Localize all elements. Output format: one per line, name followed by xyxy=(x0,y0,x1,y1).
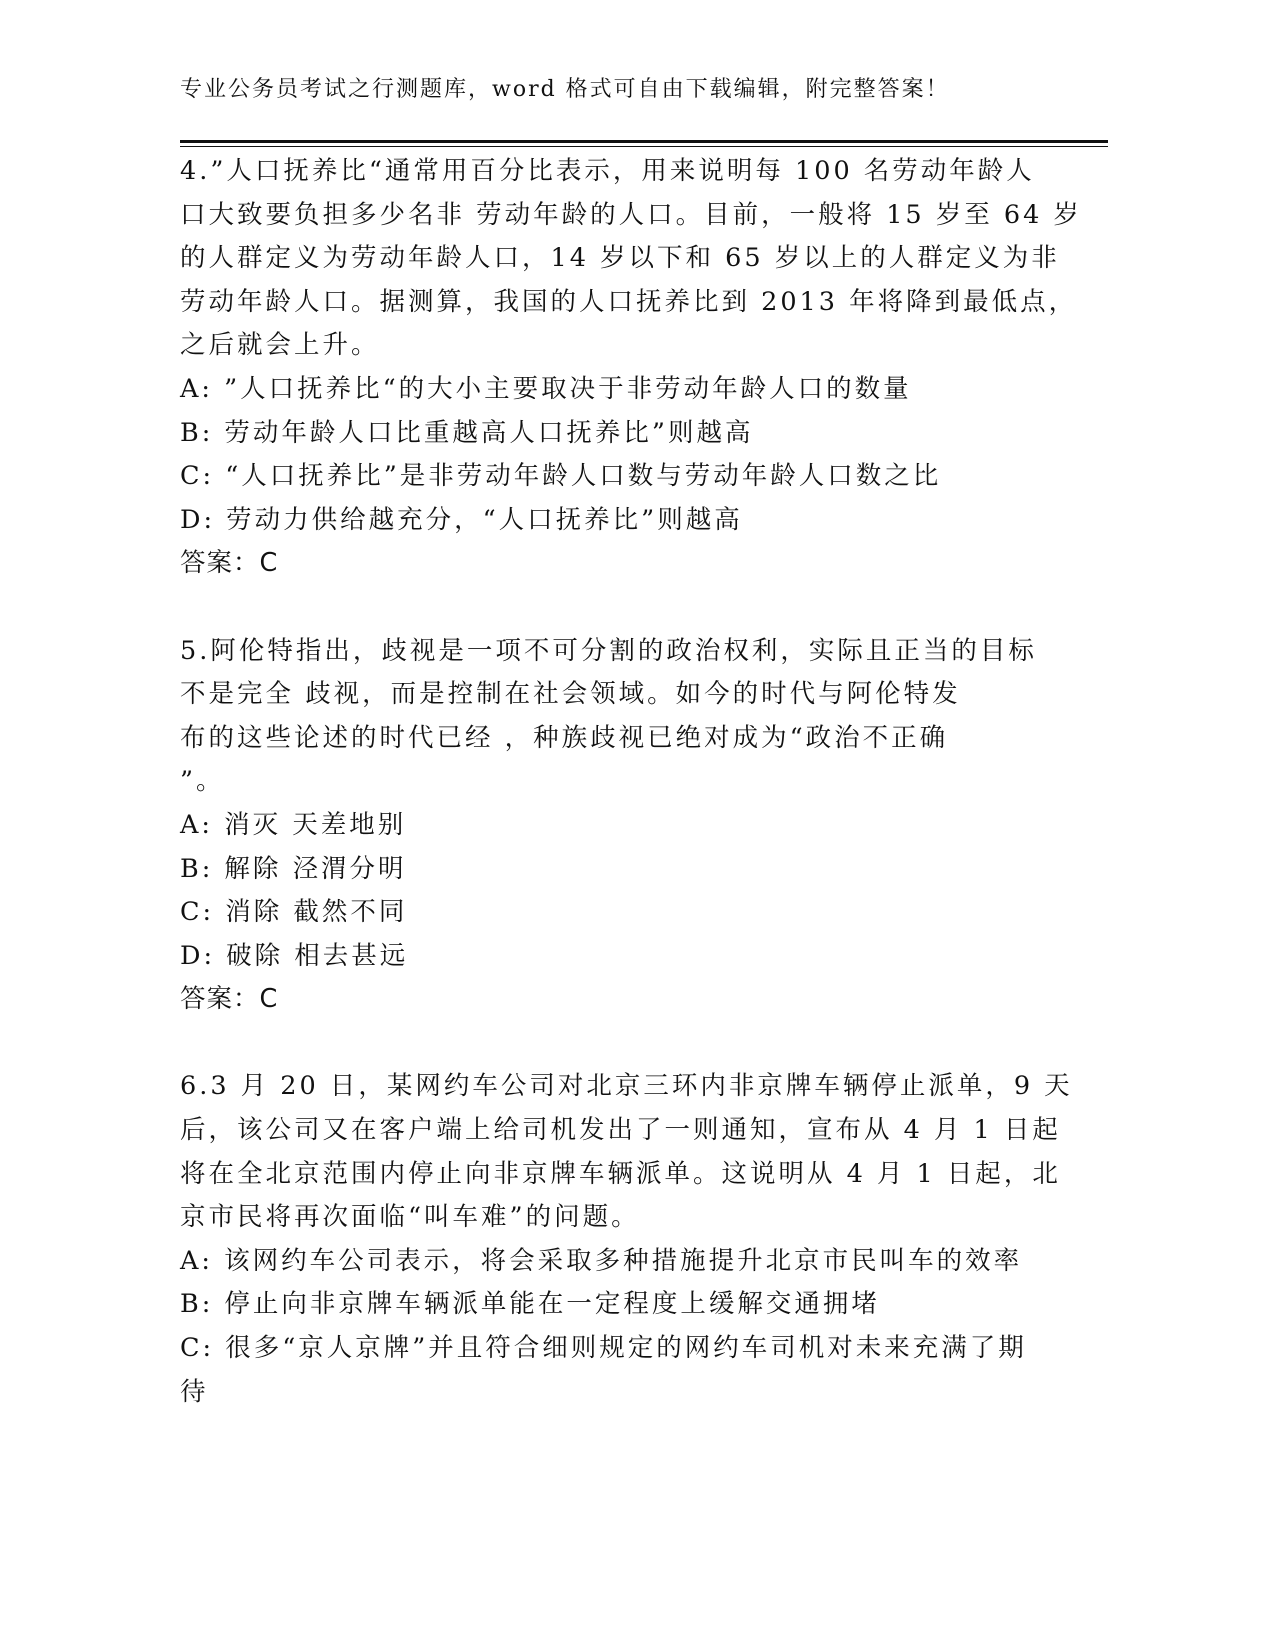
option-c: C: “人口抚养比”是非劳动年龄人口数与劳动年龄人口数之比 xyxy=(180,461,942,492)
option-a: A: 该网约车公司表示，将会采取多种措施提升北京市民叫车的效率 xyxy=(180,1245,1023,1276)
answer-line: 答案：C xyxy=(180,984,279,1015)
question-stem-line: 将在全北京范围内停止向非京牌车辆派单。这说明从 4 月 1 日起，北 xyxy=(180,1158,1061,1189)
option-d: D: 劳动力供给越充分，“人口抚养比”则越高 xyxy=(180,504,743,535)
question-stem-line: 5.阿伦特指出，歧视是一项不可分割的政治权利，实际且正当的目标 xyxy=(180,635,1037,666)
question-4 xyxy=(180,150,1082,586)
option-b: B: 停止向非京牌车辆派单能在一定程度上缓解交通拥堵 xyxy=(180,1289,880,1320)
question-list xyxy=(180,150,1082,1458)
question-stem-line: 6.3 月 20 日，某网约车公司对北京三环内非京牌车辆停止派单，9 天 xyxy=(180,1071,1073,1102)
option-a: A: ”人口抚养比“的大小主要取决于非劳动年龄人口的数量 xyxy=(180,373,912,404)
question-stem-line: 之后就会上升。 xyxy=(180,330,380,361)
option-b: B: 劳动年龄人口比重越高人口抚养比”则越高 xyxy=(180,417,754,448)
page-header: 专业公务员考试之行测题库，word 格式可自由下载编辑，附完整答案！ xyxy=(180,77,950,102)
header-divider-thin xyxy=(180,146,1108,147)
question-5 xyxy=(180,630,1040,1022)
question-stem-line: 劳动年龄人口。据测算，我国的人口抚养比到 2013 年将降到最低点， xyxy=(180,286,1078,317)
question-6 xyxy=(180,1065,1073,1414)
option-c: C: 消除 截然不同 xyxy=(180,897,408,928)
question-stem-line: 不是完全 歧视，而是控制在社会领域。如今的时代与阿伦特发 xyxy=(180,679,961,710)
question-stem-line: 布的这些论述的时代已经 ，种族歧视已绝对成为“政治不正确 xyxy=(180,722,949,753)
question-stem-line: ”。 xyxy=(180,766,225,797)
question-stem-line: 4.”人口抚养比“通常用百分比表示，用来说明每 100 名劳动年龄人 xyxy=(180,156,1035,186)
question-stem-line: 后，该公司又在客户端上给司机发出了一则通知，宣布从 4 月 1 日起 xyxy=(180,1115,1061,1146)
option-b: B: 解除 泾渭分明 xyxy=(180,853,407,884)
option-c-continued: 待 xyxy=(180,1376,209,1407)
question-stem-line: 口大致要负担多少名非 劳动年龄的人口。目前，一般将 15 岁至 64 岁 xyxy=(180,199,1082,230)
question-stem-line: 京市民将再次面临“叫车难”的问题。 xyxy=(180,1202,640,1233)
option-a: A: 消灭 天差地别 xyxy=(180,809,407,840)
option-d: D: 破除 相去甚远 xyxy=(180,940,409,971)
header-divider-thick xyxy=(180,140,1108,143)
answer-line: 答案：C xyxy=(180,548,279,579)
option-c: C: 很多“京人京牌”并且符合细则规定的网约车司机对未来充满了期 xyxy=(180,1333,1027,1364)
question-stem-line: 的人群定义为劳动年龄人口，14 岁以下和 65 岁以上的人群定义为非 xyxy=(180,243,1060,274)
